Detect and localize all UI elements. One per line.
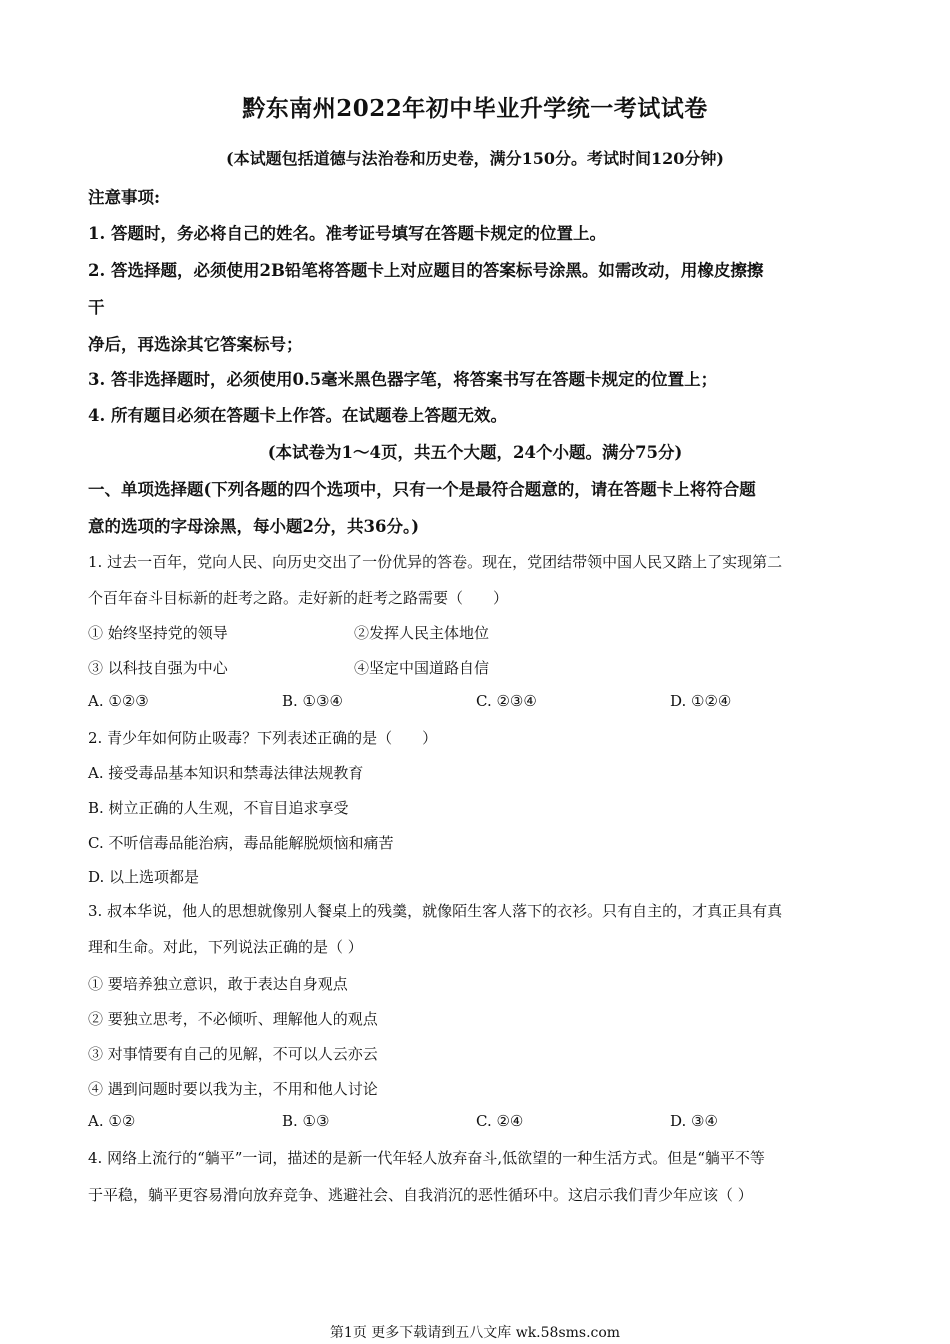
question-4-stem: 于平稳，躺平更容易滑向放弃竞争、逃避社会、自我消沉的恶性循环中。这启示我们青少年应该（ ）: [88, 1186, 753, 1204]
question-2-stem: 2. 青少年如何防止吸毒？下列表述正确的是（ ）: [88, 729, 438, 747]
statement: ① 要培养独立意识，敢于表达自身观点: [88, 975, 348, 993]
statement: ④ 遇到问题时要以我为主，不用和他人讨论: [88, 1080, 378, 1098]
statement: ① 始终坚持党的领导: [88, 624, 228, 642]
choice-c: C. ②③④: [476, 692, 537, 710]
choice-b: B. ①③④: [282, 692, 343, 710]
choice-a: A. 接受毒品基本知识和禁毒法律法规教育: [88, 764, 364, 782]
statement: ②发挥人民主体地位: [354, 624, 490, 642]
choice-d: D. 以上选项都是: [88, 868, 200, 886]
statement: ④坚定中国道路自信: [354, 659, 490, 677]
notice-item: 净后，再选涂其它答案标号；: [88, 335, 303, 354]
choice-a: A. ①②③: [88, 692, 149, 710]
choice-b: B. ①③: [282, 1112, 330, 1130]
question-3-stem: 理和生命。对此，下列说法正确的是（ ）: [88, 938, 363, 956]
question-3-stem: 3. 叔本华说，他人的思想就像别人餐桌上的残羹，就像陌生客人落下的衣衫。只有自主的，才真正具有真: [88, 902, 783, 920]
notice-item: 4. 所有题目必须在答题卡上作答。在试题卷上答题无效。: [88, 406, 507, 425]
exam-title: 黔东南州2022年初中毕业升学统一考试试卷: [242, 95, 708, 122]
notice-item: 2. 答选择题，必须使用2B铅笔将答题卡上对应题目的答案标号涂黑。如需改动，用橡皮擦擦: [88, 261, 764, 280]
statement: ③ 以科技自强为中心: [88, 659, 228, 677]
paper-note: (本试卷为1～4页，共五个大题，24个小题。满分75分): [267, 443, 683, 462]
choice-a: A. ①②: [88, 1112, 136, 1130]
choice-c: C. ②④: [476, 1112, 524, 1130]
exam-subtitle: (本试题包括道德与法治卷和历史卷，满分150分。考试时间120分钟): [226, 149, 724, 168]
section-heading: 意的选项的字母涂黑，每小题2分，共36分。): [88, 517, 419, 536]
section-heading: 一、单项选择题(下列各题的四个选项中，只有一个是最符合题意的，请在答题卡上将符合题: [88, 480, 756, 499]
page-footer: 第1页 更多下载请到五八文库 wk.58sms.com: [329, 1325, 621, 1341]
question-1-stem: 1. 过去一百年，党向人民、向历史交出了一份优异的答卷。现在，党团结带领中国人民又踏上了实现第二: [88, 553, 783, 571]
notice-item: 1. 答题时，务必将自己的姓名。准考证号填写在答题卡规定的位置上。: [88, 224, 606, 243]
choice-d: D. ①②④: [670, 692, 732, 710]
statement: ② 要独立思考，不必倾听、理解他人的观点: [88, 1010, 378, 1028]
notice-item: 3. 答非选择题时，必须使用0.5毫米黑色器字笔，将答案书写在答题卡规定的位置上；: [88, 370, 718, 389]
question-1-stem: 个百年奋斗目标新的赶考之路。走好新的赶考之路需要（ ）: [88, 589, 509, 607]
choice-d: D. ③④: [670, 1112, 718, 1130]
notice-heading: 注意事项:: [88, 188, 161, 207]
choice-b: B. 树立正确的人生观，不盲目追求享受: [88, 799, 349, 817]
notice-item: 干: [88, 298, 105, 317]
choice-c: C. 不听信毒品能治病，毒品能解脱烦恼和痛苦: [88, 834, 394, 852]
statement: ③ 对事情要有自己的见解，不可以人云亦云: [88, 1045, 378, 1063]
question-4-stem: 4. 网络上流行的“躺平”一词，描述的是新一代年轻人放弃奋斗,低欲望的一种生活方式。但是“躺平不等: [88, 1149, 765, 1167]
